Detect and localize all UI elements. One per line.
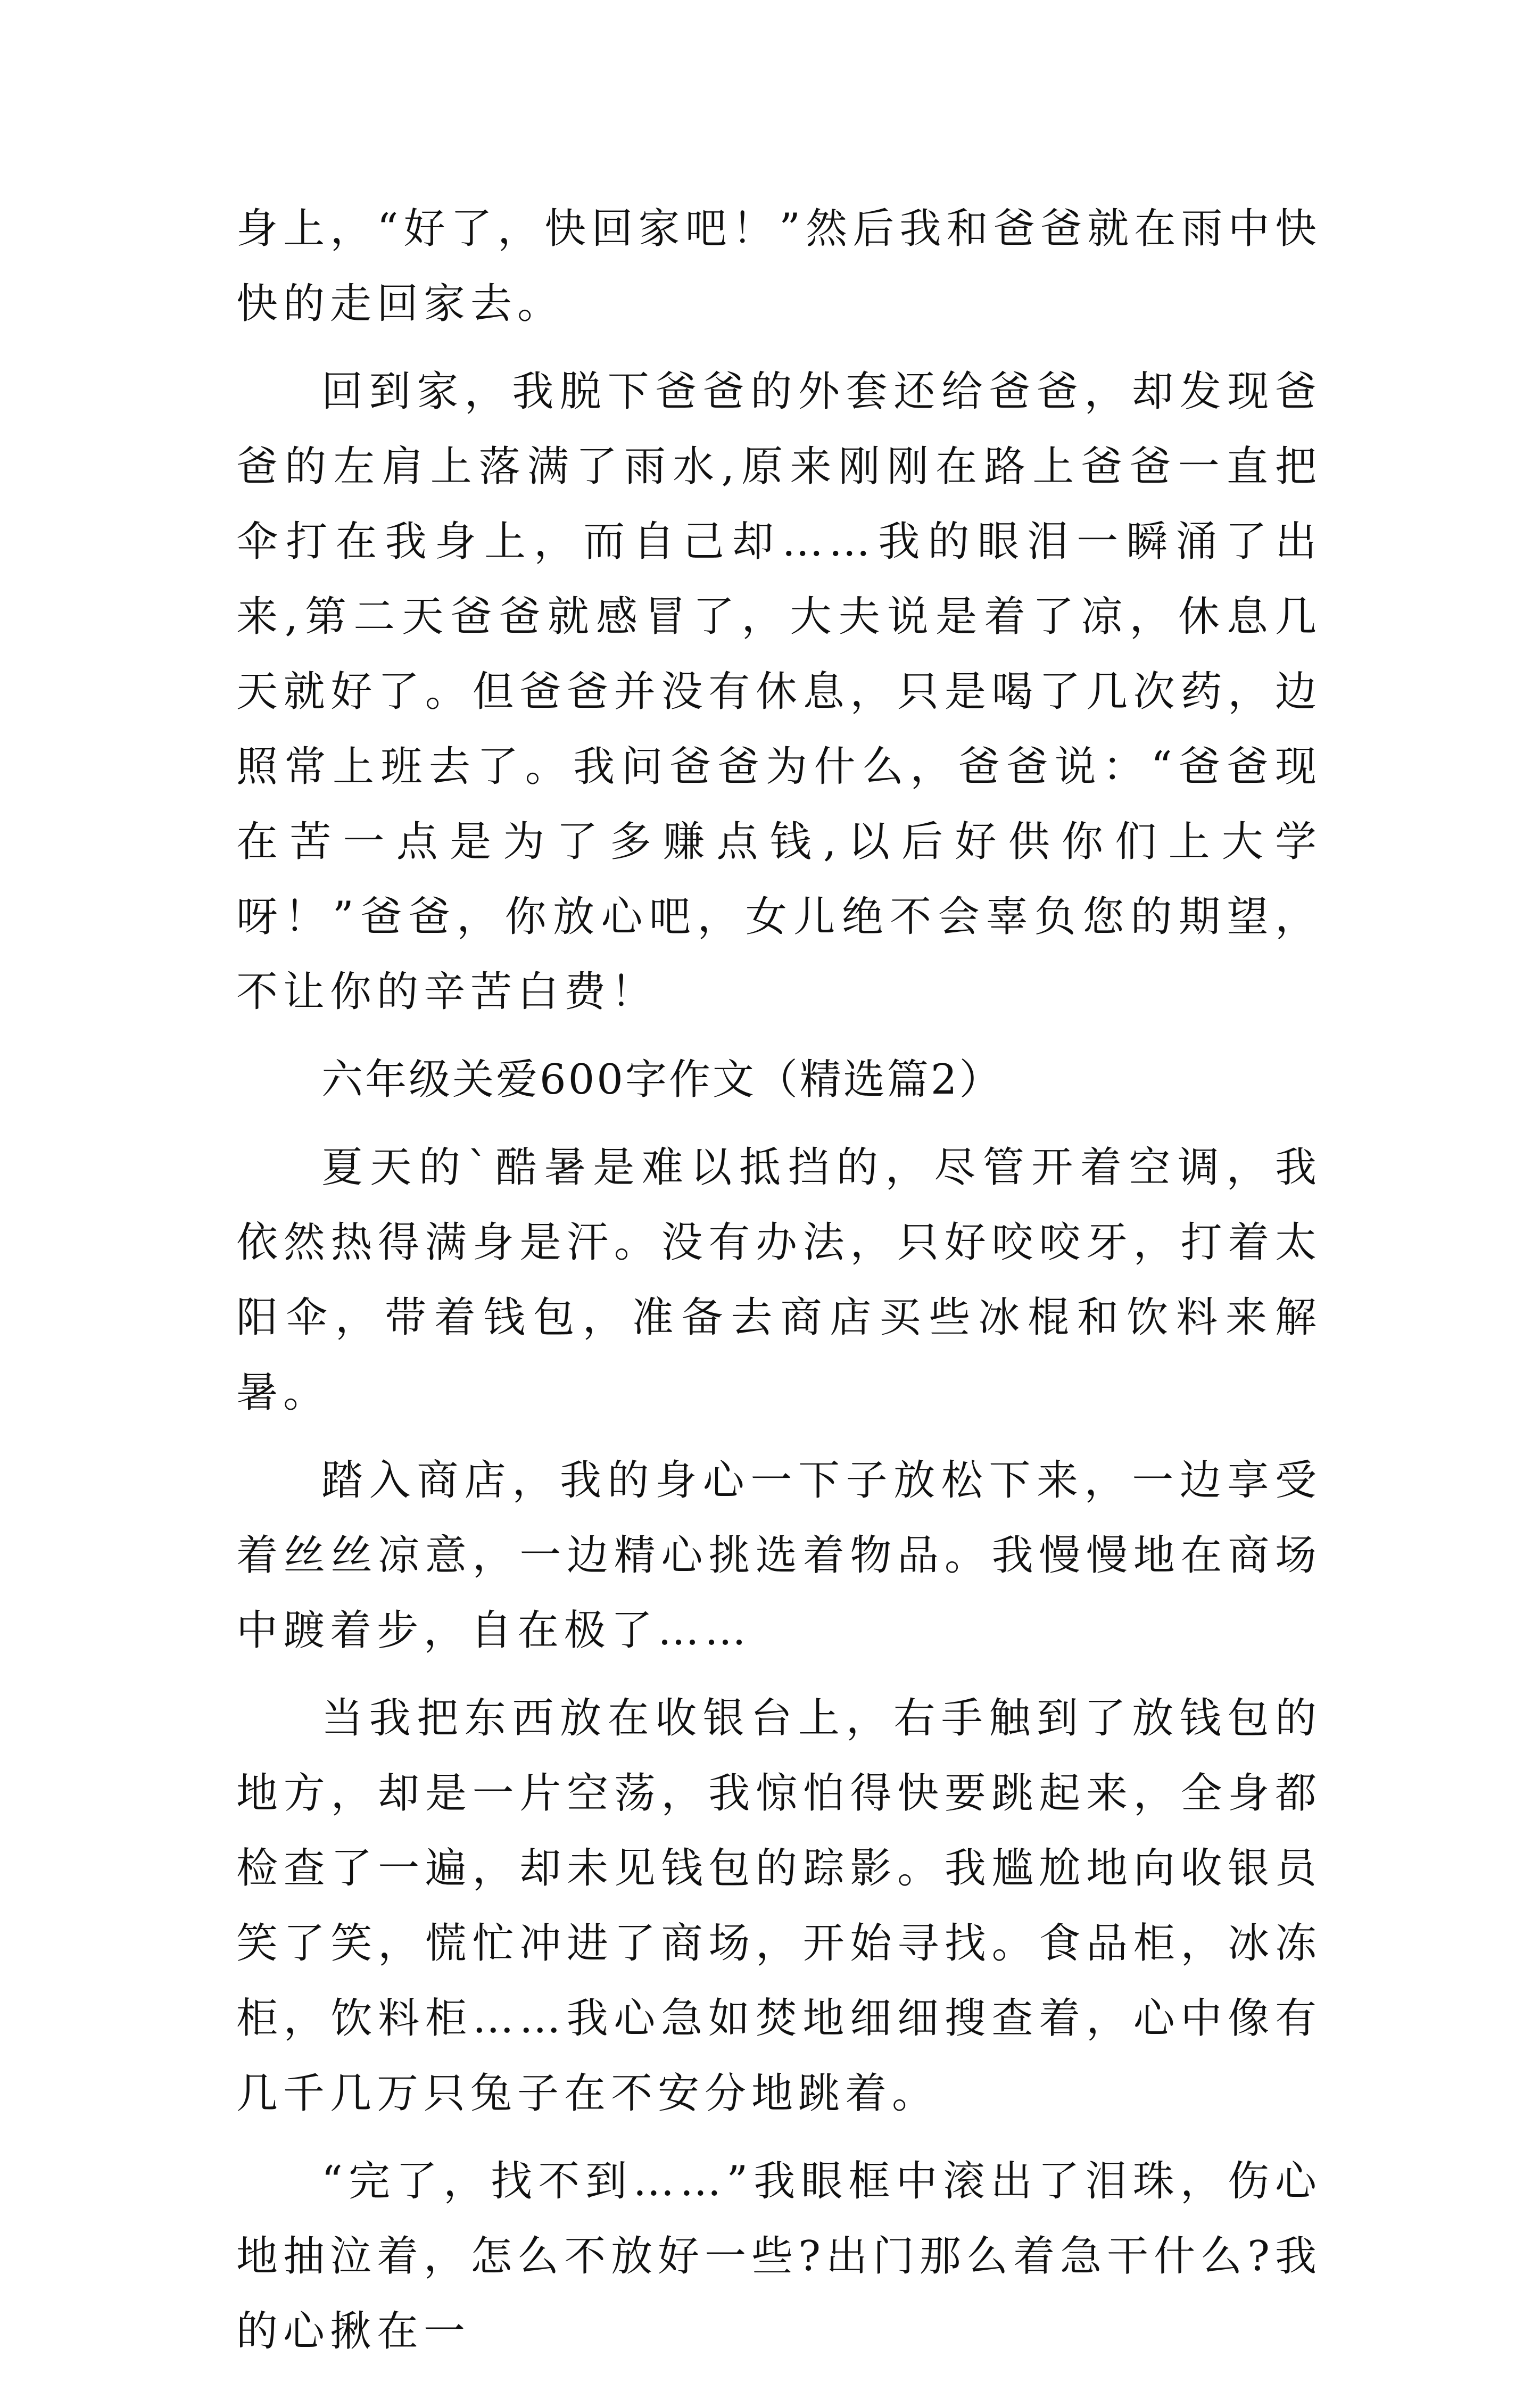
paragraph-cannot-find: “完了，找不到……”我眼框中滚出了泪珠，伤心地抽泣着，怎么不放好一些?出门那么着急干什么?我的心揪在一: [236, 2157, 1322, 2355]
document-body: [236, 192, 1322, 2382]
paragraph-continuation: 身上，“好了，快回家吧！”然后我和爸爸就在雨中快快的走回家去。: [236, 205, 1322, 328]
paragraph-return-home: 回到家，我脱下爸爸的外套还给爸爸，却发现爸爸的左肩上落满了雨水,原来刚刚在路上爸爸一直把伞打在我身上，而自己却……我的眼泪一瞬涌了出来,第二天爸爸就感冒了，大夫说是着了凉，休息几天就好了。但爸爸并没有休息，只是喝了几次药，边照常上班去了。我问爸爸为什么，爸爸说：“爸爸现在苦一点是为了多赚点钱,以后好供你们上大学呀！”爸爸，你放心吧，女儿绝不会辜负您的期望，不让你的辛苦白费！: [236, 368, 1322, 1016]
section-heading: 六年级关爱600字作文（精选篇2）: [321, 1056, 1003, 1104]
paragraph-lost-wallet: 当我把东西放在收银台上，右手触到了放钱包的地方，却是一片空荡，我惊怕得快要跳起来，全身都检查了一遍，却未见钱包的踪影。我尴尬地向收银员笑了笑，慌忙冲进了商场，开始寻找。食品柜，冰冻柜，饮料柜……我心急如焚地细细搜查着，心中像有几千几万只兔子在不安分地跳着。: [236, 1694, 1322, 2118]
paragraph-enter-store: 踏入商店，我的身心一下子放松下来，一边享受着丝丝凉意，一边精心挑选着物品。我慢慢地在商场中踱着步，自在极了……: [236, 1457, 1322, 1655]
paragraph-summer-heat: 夏天的`酷暑是难以抵挡的，尽管开着空调，我依然热得满身是汗。没有办法，只好咬咬牙，打着太阳伞，带着钱包，准备去商店买些冰棍和饮料来解暑。: [236, 1144, 1322, 1417]
